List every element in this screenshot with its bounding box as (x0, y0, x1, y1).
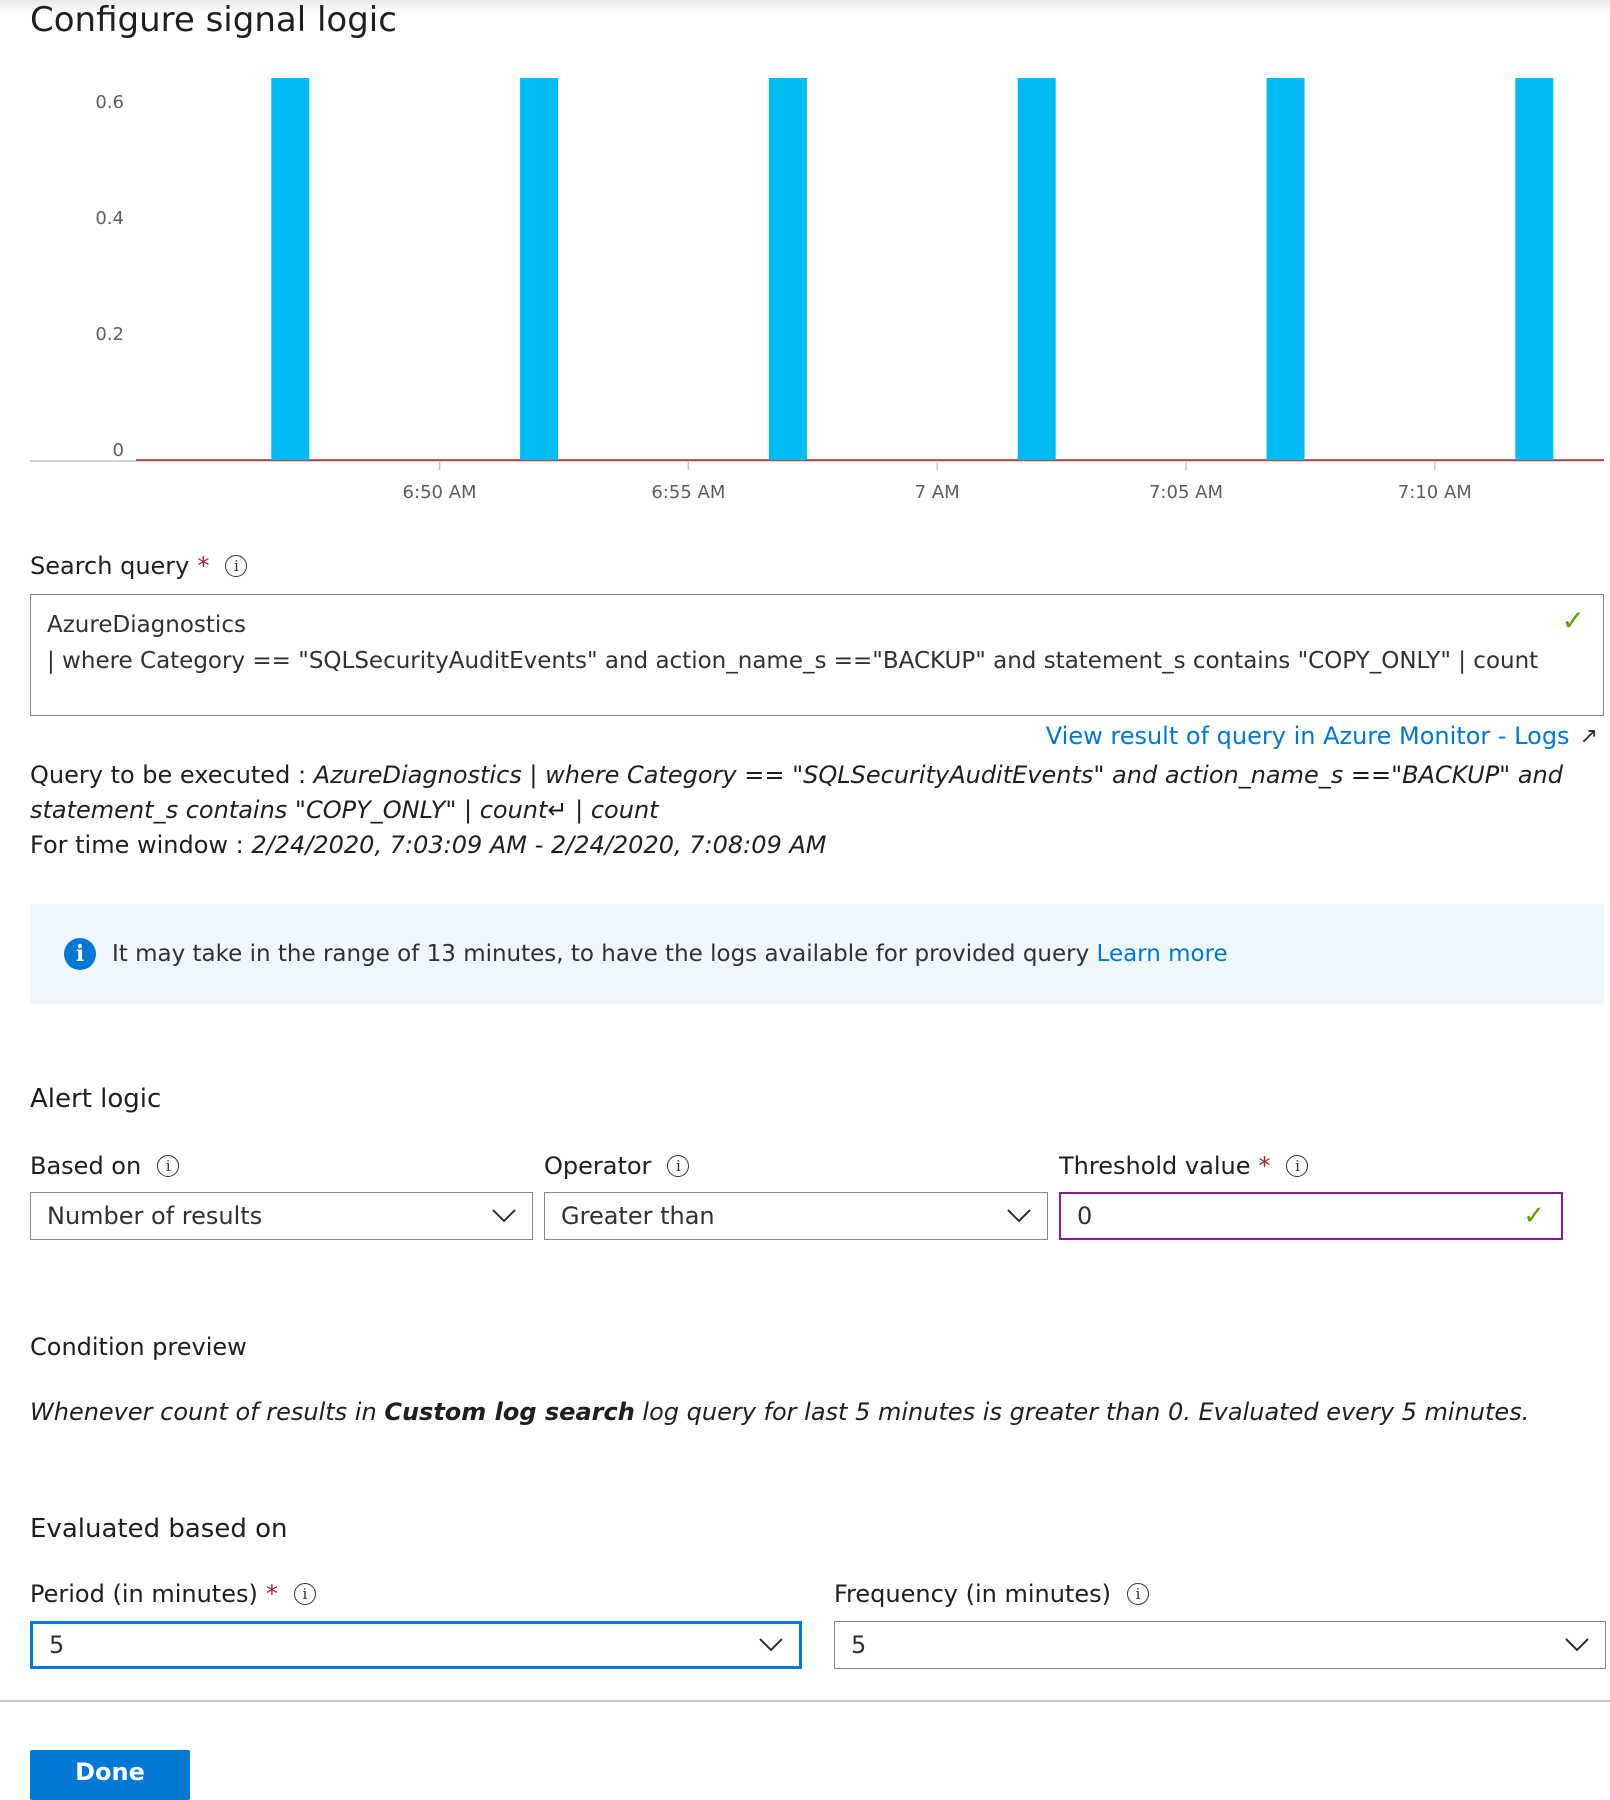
time-window-text: 2/24/2020, 7:03:09 AM - 2/24/2020, 7:08:09 AM (251, 831, 827, 859)
alert-logic-heading: Alert logic (30, 1084, 162, 1114)
chart-bar (1515, 78, 1553, 460)
required-asterisk: * (197, 552, 210, 580)
search-query-label-text: Search query (30, 552, 190, 580)
threshold-value: 0 (1077, 1202, 1093, 1230)
condition-post: log query for last 5 minutes is greater than 0. Evaluated every 5 minutes. (634, 1398, 1530, 1426)
required-asterisk: * (265, 1580, 278, 1608)
info-message-bar (30, 904, 1604, 1004)
period-value: 5 (49, 1631, 65, 1659)
search-query-label (30, 552, 247, 580)
valid-check-icon: ✓ (1523, 1201, 1545, 1231)
info-icon[interactable]: i (667, 1155, 689, 1177)
info-filled-icon: i (64, 938, 96, 970)
footer-divider (0, 1700, 1610, 1702)
period-label-text: Period (in minutes) (30, 1580, 258, 1608)
operator-value: Greater than (561, 1202, 715, 1230)
frequency-dropdown[interactable] (834, 1621, 1606, 1669)
threshold-label (1059, 1152, 1308, 1180)
info-icon[interactable]: i (225, 555, 247, 577)
based-on-label-text: Based on (30, 1152, 142, 1180)
y-tick-label: 0.4 (95, 208, 124, 229)
info-icon[interactable]: i (1286, 1155, 1308, 1177)
info-message-text: It may take in the range of 13 minutes, to have the logs available for provided query (112, 941, 1097, 967)
x-tick-label: 7:05 AM (1148, 482, 1223, 503)
learn-more-link[interactable]: Learn more (1096, 941, 1228, 967)
chevron-down-icon (1565, 1638, 1589, 1652)
frequency-label-text: Frequency (in minutes) (834, 1580, 1111, 1608)
chart-bar (769, 78, 807, 460)
query-text: AzureDiagnostics | where Category == "SQLSecurityAuditEvents" and action_name_s =="BACKUP" and statement_s contains "COPY_ONLY" | count↵ | count (30, 761, 1563, 824)
search-query-input[interactable] (30, 594, 1604, 716)
threshold-input[interactable] (1059, 1192, 1563, 1240)
based-on-label (30, 1152, 179, 1180)
external-link-icon: ↗ (1579, 723, 1598, 749)
evaluated-heading: Evaluated based on (30, 1514, 288, 1544)
query-line-1: AzureDiagnostics (47, 612, 246, 638)
period-label (30, 1580, 316, 1608)
condition-preview-heading: Condition preview (30, 1333, 247, 1361)
chart-bar (1267, 78, 1305, 460)
based-on-value: Number of results (47, 1202, 263, 1230)
based-on-dropdown[interactable] (30, 1192, 533, 1240)
query-prefix: Query to be executed : (30, 761, 314, 789)
chart-bar (1018, 78, 1056, 460)
condition-bold: Custom log search (384, 1398, 635, 1426)
view-result-link[interactable] (1046, 722, 1598, 750)
results-chart (0, 60, 1610, 520)
info-icon[interactable]: i (1127, 1583, 1149, 1605)
info-icon[interactable]: i (294, 1583, 316, 1605)
frequency-label (834, 1580, 1149, 1608)
chart-bar (520, 78, 558, 460)
chart-bar (271, 78, 309, 460)
x-tick-label: 6:50 AM (402, 482, 477, 503)
chevron-down-icon (1007, 1209, 1031, 1223)
required-asterisk: * (1258, 1152, 1271, 1180)
frequency-value: 5 (851, 1631, 867, 1659)
condition-pre: Whenever count of results in (30, 1398, 385, 1426)
info-message (112, 941, 1228, 967)
condition-preview-text (30, 1398, 1529, 1426)
y-tick-label: 0.6 (95, 92, 124, 113)
y-tick-label: 0.2 (95, 324, 124, 345)
info-icon[interactable]: i (157, 1155, 179, 1177)
time-window-prefix: For time window : (30, 831, 252, 859)
x-tick-label: 7 AM (914, 482, 960, 503)
chevron-down-icon (492, 1209, 516, 1223)
operator-dropdown[interactable] (544, 1192, 1048, 1240)
chevron-down-icon (759, 1638, 783, 1652)
operator-label-text: Operator (544, 1152, 652, 1180)
done-button[interactable]: Done (30, 1750, 190, 1800)
query-to-execute (30, 758, 1600, 863)
view-result-link-text[interactable]: View result of query in Azure Monitor - Logs (1045, 722, 1570, 750)
y-tick-label: 0 (112, 440, 124, 461)
query-line-2: | where Category == "SQLSecurityAuditEvents" and action_name_s =="BACKUP" and statement_s contains "COPY_ONLY" | count (47, 648, 1539, 674)
operator-label (544, 1152, 689, 1180)
period-dropdown[interactable] (30, 1621, 802, 1669)
threshold-label-text: Threshold value (1059, 1152, 1251, 1180)
valid-check-icon: ✓ (1561, 604, 1585, 637)
page-title: Configure signal logic (30, 0, 397, 40)
x-tick-label: 7:10 AM (1397, 482, 1472, 503)
x-tick-label: 6:55 AM (651, 482, 726, 503)
